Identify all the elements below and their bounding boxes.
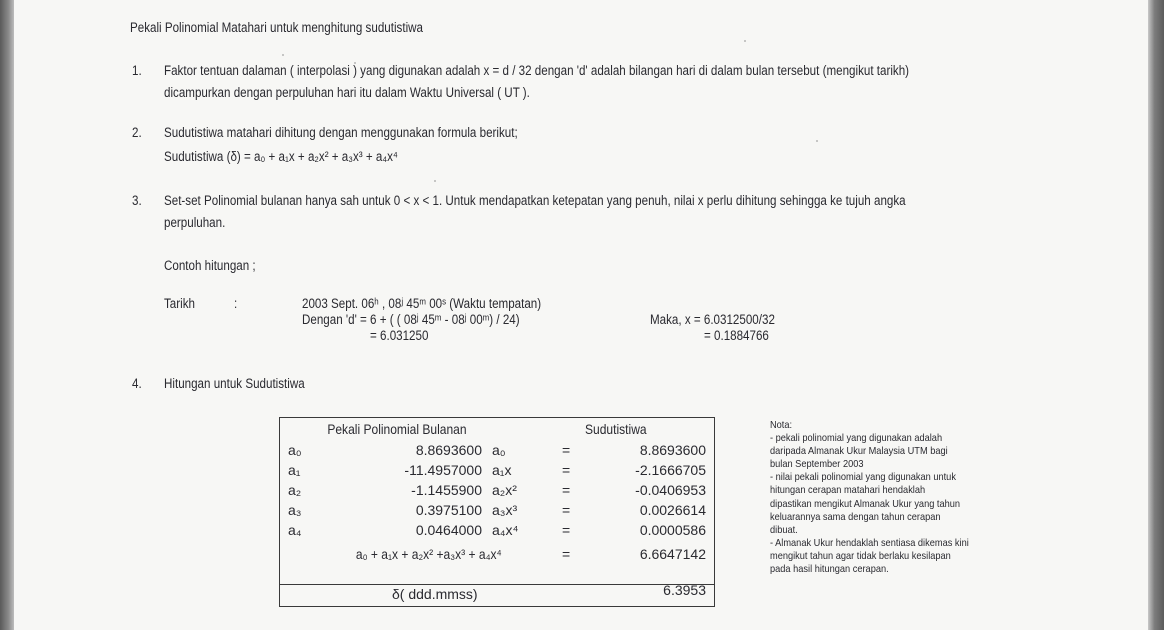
note-line: hitungan cerapan matahari hendaklah bbox=[770, 484, 926, 497]
coef-value: 8.8693600 bbox=[415, 442, 482, 458]
item-number: 1. bbox=[132, 63, 142, 78]
scan-edge-left bbox=[0, 0, 14, 630]
example-d-result: = 6.031250 bbox=[370, 328, 429, 343]
term-label: a₂x² bbox=[492, 482, 517, 498]
coef-label: a₃ bbox=[288, 502, 302, 518]
example-date-line: 2003 Sept. 06ʰ , 08ʲ 45ᵐ 00ˢ (Waktu tempatan) bbox=[302, 296, 542, 311]
coef-label: a₂ bbox=[288, 482, 302, 498]
note-line: daripada Almanak Ukur Malaysia UTM bagi bbox=[770, 445, 948, 458]
notes-block bbox=[770, 419, 1030, 576]
item-number: 3. bbox=[132, 193, 142, 208]
scan-edge-right bbox=[1148, 0, 1164, 630]
coef-value: 0.0464000 bbox=[415, 522, 482, 538]
term-label: a₄x⁴ bbox=[492, 522, 519, 538]
table-header-left: Pekali Polinomial Bulanan bbox=[327, 421, 467, 437]
item-line: Hitungan untuk Sudutistiwa bbox=[164, 376, 305, 391]
example-x-result: = 0.1884766 bbox=[704, 328, 769, 343]
item-line: Faktor tentuan dalaman ( interpolasi ) yang digunakan adalah x = d / 32 dengan 'd' adalah bilangan hari di dalam bulan tersebut (mengikut tarikh) bbox=[164, 63, 910, 78]
term-label: a₀ bbox=[492, 442, 506, 458]
coef-label: a₄ bbox=[288, 522, 302, 538]
item-line: Sudutistiwa matahari dihitung dengan menggunakan formula berikut; bbox=[164, 125, 518, 140]
example-heading: Contoh hitungan ; bbox=[164, 258, 256, 273]
document-page bbox=[14, 0, 1148, 630]
coef-label: a₀ bbox=[288, 442, 302, 458]
note-line: bulan September 2003 bbox=[770, 458, 864, 471]
sum-label: a₀ + a₁x + a₂x² +a₃x³ + a₄x⁴ bbox=[355, 546, 502, 562]
note-line: pada hasil hitungan cerapan. bbox=[770, 563, 889, 576]
item-number: 4. bbox=[132, 376, 142, 391]
coef-value: -1.1455900 bbox=[411, 482, 482, 498]
term-result: -0.0406953 bbox=[635, 482, 706, 498]
term-result: 8.8693600 bbox=[639, 442, 706, 458]
coef-label: a₁ bbox=[288, 462, 301, 478]
note-line: - pekali polinomial yang digunakan adalah bbox=[770, 432, 943, 445]
item-line: dicampurkan dengan perpuluhan hari itu dalam Waktu Universal ( UT ). bbox=[164, 85, 530, 100]
delta-value: 6.3953 bbox=[663, 582, 706, 598]
term-result: 0.0026614 bbox=[639, 502, 706, 518]
term-result: -2.1666705 bbox=[635, 462, 706, 478]
table-header-right: Sudutistiwa bbox=[585, 421, 647, 437]
example-d-line: Dengan 'd' = 6 + ( ( 08ʲ 45ᵐ - 08ʲ 00ᵐ) / 24) bbox=[302, 312, 520, 327]
sum-value: 6.6647142 bbox=[639, 546, 706, 562]
note-line: - Almanak Ukur hendaklah sentiasa dikemas kini bbox=[770, 536, 969, 549]
term-label: a₃x³ bbox=[492, 502, 518, 518]
table-divider bbox=[280, 584, 714, 585]
note-line: keluarannya sama dengan tahun cerapan bbox=[770, 510, 941, 523]
note-line: dipastikan mengikut Almanak Ukur yang tahun bbox=[770, 497, 961, 510]
equals-sign: = bbox=[562, 482, 571, 498]
item-line: perpuluhan. bbox=[164, 215, 226, 230]
equals-sign: = bbox=[562, 522, 571, 538]
note-line: - nilai pekali polinomial yang digunakan untuk bbox=[770, 471, 956, 484]
formula-line: Sudutistiwa (δ) = a₀ + a₁x + a₂x² + a₃x³ + a₄x⁴ bbox=[164, 149, 398, 164]
equals-sign: = bbox=[562, 462, 571, 478]
equals-sign: = bbox=[562, 546, 571, 562]
equals-sign: = bbox=[562, 442, 571, 458]
note-line: Nota: bbox=[770, 419, 793, 431]
item-line: Set-set Polinomial bulanan hanya sah untuk 0 < x < 1. Untuk mendapatkan ketepatan yang penuh, nilai x perlu dihitung sehingga ke tujuh angka bbox=[164, 193, 906, 208]
note-line: dibuat. bbox=[770, 523, 798, 536]
note-line: mengikut tahun agar tidak berlaku kesilapan bbox=[770, 549, 951, 562]
term-result: 0.0000586 bbox=[639, 522, 706, 538]
term-label: a₁x bbox=[492, 462, 512, 478]
coef-value: -11.4957000 bbox=[404, 462, 482, 478]
delta-label: δ( ddd.mmss) bbox=[392, 586, 478, 602]
example-x-line: Maka, x = 6.0312500/32 bbox=[650, 312, 775, 327]
tarikh-label: Tarikh bbox=[164, 296, 195, 311]
polynomial-table bbox=[279, 417, 715, 607]
tarikh-colon: : bbox=[234, 296, 238, 311]
item-number: 2. bbox=[132, 125, 142, 140]
coef-value: 0.3975100 bbox=[415, 502, 482, 518]
equals-sign: = bbox=[562, 502, 571, 518]
page-title: Pekali Polinomial Matahari untuk menghitung sudutistiwa bbox=[130, 20, 423, 35]
